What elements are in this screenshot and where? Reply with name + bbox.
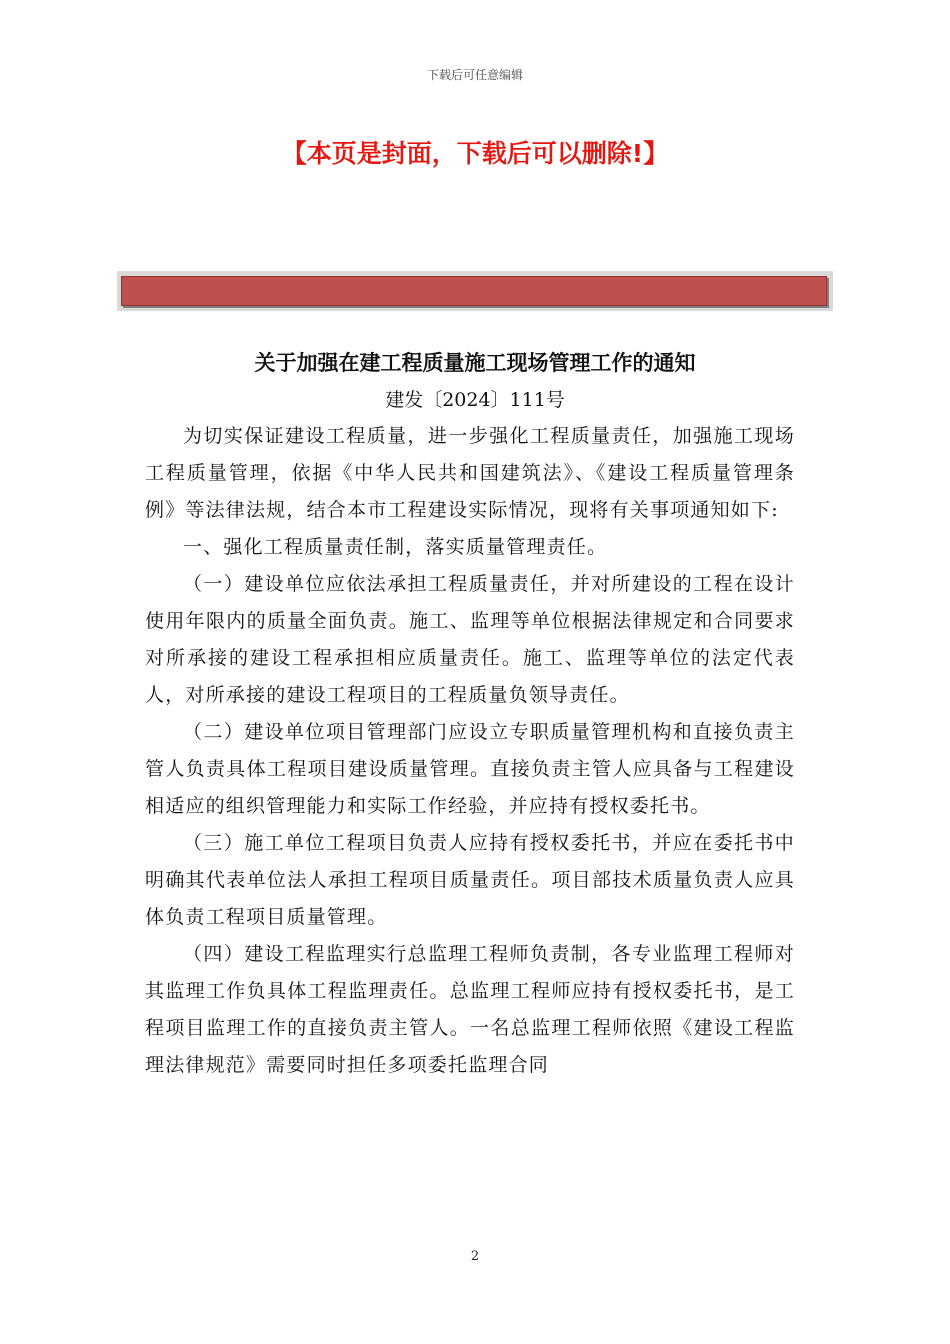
- document-number: 建发〔2024〕111号: [385, 389, 565, 411]
- document-title: 关于加强在建工程质量施工现场管理工作的通知: [254, 350, 696, 375]
- document-body: [145, 418, 795, 1084]
- paragraph: 为切实保证建设工程质量，进一步强化工程质量责任，加强施工现场工程质量管理，依据《中华人民共和国建筑法》、《建设工程质量管理条例》等法律法规，结合本市工程建设实际情况，现将有关事项通知如下:: [145, 425, 795, 521]
- page-number: 2: [470, 1249, 480, 1264]
- paragraph: （四）建设工程监理实行总监理工程师负责制，各专业监理工程师对其监理工作负具体工程监理责任。总监理工程师应持有授权委托书，是工程项目监理工作的直接负责主管人。一名总监理工程师依照《建设工程监理法律规范》需要同时担任多项委托监理合同: [145, 943, 795, 1076]
- paragraph: （二）建设单位项目管理部门应设立专职质量管理机构和直接负责主管人负责具体工程项目建设质量管理。直接负责主管人应具备与工程建设相适应的组织管理能力和实际工作经验，并应持有授权委托书。: [145, 721, 795, 817]
- paragraph: （一）建设单位应依法承担工程质量责任，并对所建设的工程在设计使用年限内的质量全面负责。施工、监理等单位根据法律规定和合同要求对所承接的建设工程承担相应质量责任。施工、监理等单位的法定代表人，对所承接的建设工程项目的工程质量负领导责任。: [145, 573, 795, 706]
- cover-notice: 【本页是封面，下载后可以删除!】: [281, 139, 669, 168]
- paragraph: 一、强化工程质量责任制，落实质量管理责任。: [183, 536, 608, 558]
- decorative-banner: [117, 271, 833, 311]
- header-note: 下载后可任意编辑: [426, 68, 523, 82]
- banner-bar: [121, 276, 827, 306]
- paragraph: （三）施工单位工程项目负责人应持有授权委托书，并应在委托书中明确其代表单位法人承担工程项目质量责任。项目部技术质量负责人应具体负责工程项目质量管理。: [145, 832, 795, 928]
